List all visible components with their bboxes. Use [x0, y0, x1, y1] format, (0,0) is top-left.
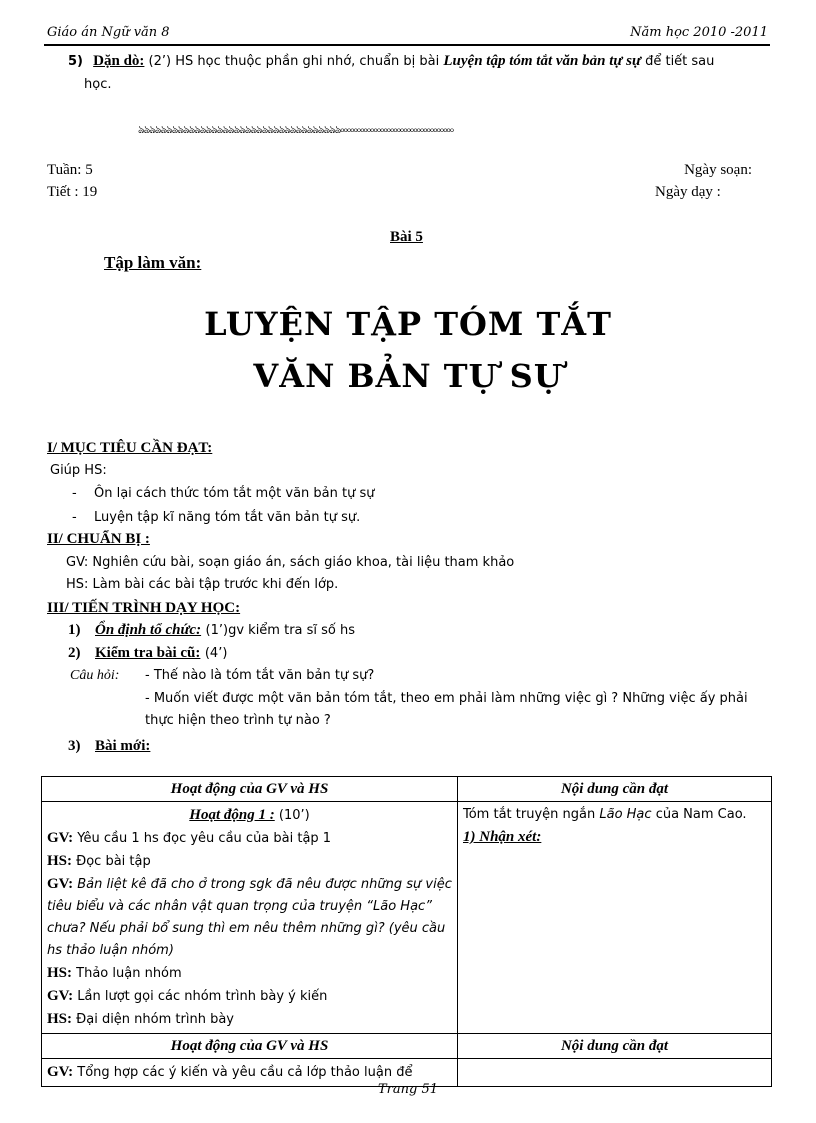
header-rule — [44, 44, 770, 46]
activity-line: GV: Lần lượt gọi các nhóm trình bày ý kiến — [47, 988, 328, 1004]
activities-cell — [42, 802, 458, 1034]
sec1-heading: I/ MỤC TIÊU CẦN ĐẠT: — [47, 440, 213, 456]
period: Tiết : 19 — [47, 184, 98, 200]
activity-line: GV: Tổng hợp các ý kiến và yêu cầu cả lớp thảo luận để — [47, 1064, 413, 1080]
col-header-content: Nội dung cần đạt — [458, 1034, 772, 1059]
content-summary: Tóm tắt truyện ngắn Lão Hạc của Nam Cao. — [463, 807, 747, 822]
activity-title: Hoạt động 1 : (10’) — [189, 807, 310, 823]
sec3-heading: III/ TIẾN TRÌNH DẠY HỌC: — [47, 600, 241, 616]
date-prepared: Ngày soạn: — [684, 162, 752, 178]
header-right: Năm học 2010 -2011 — [630, 25, 768, 40]
table-row — [42, 802, 772, 1034]
sec1-intro: Giúp HS: — [50, 463, 107, 478]
col-header-content: Nội dung cần đạt — [458, 777, 772, 802]
question-label: Câu hỏi: — [70, 668, 120, 683]
ornament-divider: ঌঌঌঌঌঌঌঌঌঌঌঌঌঌঌঌঌঌঌঌঌঌঌঌঌঌঌঌঌঌঌঌঌঌঌঌ৹৹৹৹৹৹৹৹৹৹৹৹৹৹৹৹৹৹৹৹৹৹৹৹৹৹৹৹৹৹৹৹৹৹ — [138, 123, 454, 133]
activity-line: GV: Bản liệt kê đã cho ở trong sgk đã nêu được những sự việc tiêu biểu và các nhân vật quan trọng của truyện “Lão Hạc” chưa? Nếu phải bổ sung thì em nêu thêm những gì? (yêu cầu hs thảo luận nhóm) — [47, 876, 452, 958]
header-left: Giáo án Ngữ văn 8 — [47, 25, 170, 40]
sec1-item-2: - Luyện tập kĩ năng tóm tắt văn bản tự sự. — [72, 510, 361, 525]
activity-line: HS: Đọc bài tập — [47, 853, 151, 869]
content-subheading: 1) Nhận xét: — [463, 829, 542, 845]
sec1-item-1: - Ôn lại cách thức tóm tắt một văn bản tự sự — [72, 486, 375, 501]
col-header-activities: Hoạt động của GV và HS — [42, 777, 458, 802]
table-header-row — [42, 1034, 772, 1059]
sec2-heading: II/ CHUẨN BỊ : — [47, 531, 150, 547]
sec3-step3: 3) Bài mới: — [68, 738, 151, 754]
item5-lesson: Luyện tập tóm tắt văn bản tự sự — [443, 53, 641, 69]
item5-text2: để tiết sau — [645, 54, 715, 69]
item5-text3: học. — [84, 77, 112, 92]
subject: Tập làm văn: — [104, 253, 202, 272]
item5-time: (2’) — [148, 54, 172, 69]
week: Tuần: 5 — [47, 162, 93, 178]
question-1: - Thế nào là tóm tắt văn bản tự sự? — [145, 668, 375, 683]
item5-label: Dặn dò: — [93, 53, 145, 69]
date-taught: Ngày dạy : — [655, 184, 721, 200]
sec2-hs: HS: Làm bài các bài tập trước khi đến lớp. — [66, 577, 339, 592]
col-header-activities: Hoạt động của GV và HS — [42, 1034, 458, 1059]
activity-line: HS: Đại diện nhóm trình bày — [47, 1011, 234, 1027]
activity-table — [41, 776, 772, 1087]
activity-line: GV: Yêu cầu 1 hs đọc yêu cầu của bài tập 1 — [47, 830, 332, 846]
item5-line — [68, 53, 714, 70]
lesson-number: Bài 5 — [390, 229, 423, 245]
sec2-gv: GV: Nghiên cứu bài, soạn giáo án, sách giáo khoa, tài liệu tham khảo — [66, 555, 515, 570]
question-2b: thực hiện theo trình tự nào ? — [145, 713, 331, 728]
question-2a: - Muốn viết được một văn bản tóm tắt, theo em phải làm những việc gì ? Những việc ấy phải — [145, 691, 748, 706]
item5-text1: HS học thuộc phần ghi nhớ, chuẩn bị bài — [175, 54, 440, 69]
content-cell — [458, 802, 772, 1034]
title-line2: VĂN BẢN TỰ SỰ — [253, 357, 563, 395]
title-line1: LUYỆN TẬP TÓM TẮT — [204, 305, 612, 343]
sec3-step2: 2) Kiểm tra bài cũ: (4’) — [68, 645, 228, 661]
sec3-step1: 1) Ổn định tổ chức: (1’)gv kiểm tra sĩ số hs — [68, 622, 356, 638]
table-header-row — [42, 777, 772, 802]
item5-num: 5) — [68, 54, 83, 69]
activity-line: HS: Thảo luận nhóm — [47, 965, 182, 981]
page-footer: Trang 51 — [377, 1082, 438, 1097]
